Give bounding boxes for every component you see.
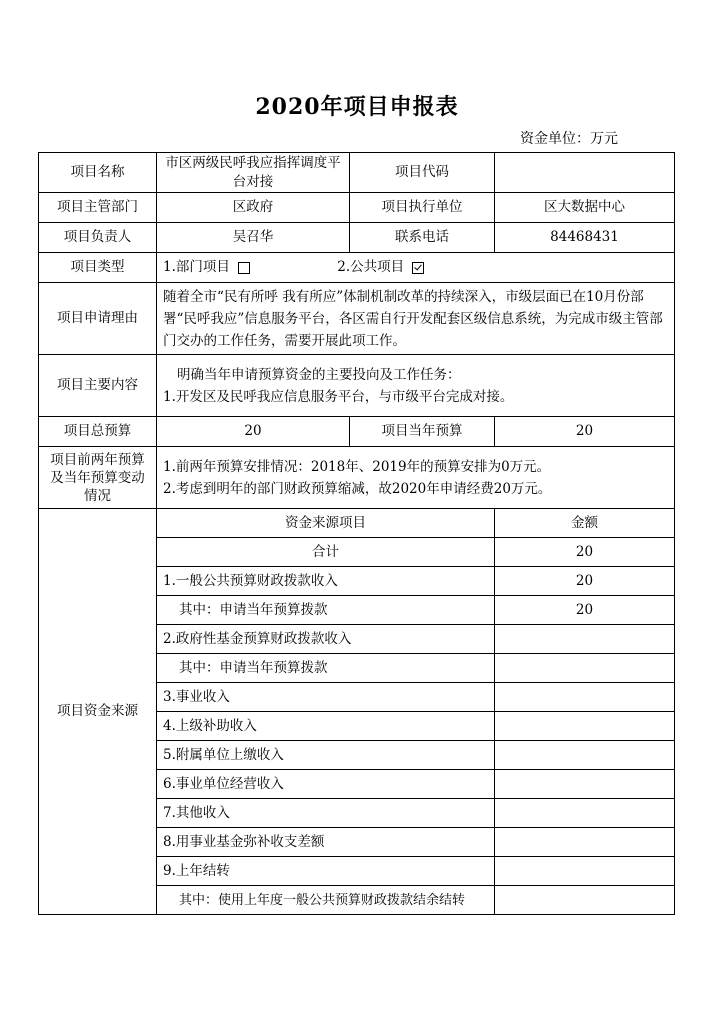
exec-unit-label: 项目执行单位 — [350, 193, 495, 223]
funds-row-amount — [495, 886, 675, 915]
funds-header-amount: 金额 — [495, 509, 675, 538]
funds-row-amount — [495, 857, 675, 886]
funds-header-item: 资金来源项目 — [157, 509, 495, 538]
reason-text: 随着全市“民有所呼 我有所应”体制机制改革的持续深入，市级层面已在10月份部署“民呼我应”信息服务平台，各区需自行开发配套区级信息系统，为完成市级主管部门交办的工作任务，需要开展此项工作。 — [157, 283, 675, 355]
funds-row-amount — [495, 828, 675, 857]
funds-row-label: 5.附属单位上缴收入 — [157, 741, 495, 770]
funds-row-label: 4.上级补助收入 — [157, 712, 495, 741]
total-budget-label: 项目总预算 — [39, 417, 157, 447]
content-line-1: 明确当年申请预算资金的主要投向及工作任务： — [177, 366, 461, 383]
currency-unit: 资金单位：万元 — [520, 131, 618, 147]
funds-row-label: 3.事业收入 — [157, 683, 495, 712]
phone-label: 联系电话 — [350, 223, 495, 253]
funds-row-label: 2.政府性基金预算财政拨款收入 — [157, 625, 495, 654]
funds-row-label: 1.一般公共预算财政拨款收入 — [157, 567, 495, 596]
checked-box-icon[interactable] — [412, 262, 424, 274]
funds-row-amount — [495, 770, 675, 799]
funds-row-amount — [495, 654, 675, 683]
funds-row-label: 其中：申请当年预算拨款 — [157, 654, 495, 683]
funds-row-amount: 20 — [495, 538, 675, 567]
funds-row-amount — [495, 683, 675, 712]
phone-value: 84468431 — [495, 223, 675, 253]
funds-row-label: 9.上年结转 — [157, 857, 495, 886]
funds-row-amount — [495, 625, 675, 654]
funds-row-label: 合计 — [157, 538, 495, 567]
year-budget-label: 项目当年预算 — [350, 417, 495, 447]
funds-row-label: 8.用事业基金弥补收支差额 — [157, 828, 495, 857]
project-code-label: 项目代码 — [350, 153, 495, 193]
change-line-1: 1.前两年预算安排情况：2018年、2019年的预算安排为0万元。 — [163, 458, 551, 475]
funds-row-label: 7.其他收入 — [157, 799, 495, 828]
type-option-dept: 1.部门项目 — [163, 259, 230, 275]
application-form-table — [38, 152, 675, 915]
leader-value: 吴召华 — [157, 223, 350, 253]
funds-row-label: 6.事业单位经营收入 — [157, 770, 495, 799]
content-line-2: 1.开发区及民呼我应信息服务平台，与市级平台完成对接。 — [163, 388, 514, 405]
type-options — [157, 253, 675, 283]
content-text — [157, 355, 675, 417]
total-budget-value: 20 — [157, 417, 350, 447]
change-text — [157, 447, 675, 509]
page-title: 2020年项目申报表 — [255, 94, 459, 120]
year-budget-value: 20 — [495, 417, 675, 447]
funds-row-amount — [495, 712, 675, 741]
dept-label: 项目主管部门 — [39, 193, 157, 223]
exec-unit-value: 区大数据中心 — [495, 193, 675, 223]
funds-label: 项目资金来源 — [39, 509, 157, 915]
type-label: 项目类型 — [39, 253, 157, 283]
leader-label: 项目负责人 — [39, 223, 157, 253]
content-label: 项目主要内容 — [39, 355, 157, 417]
project-name-label: 项目名称 — [39, 153, 157, 193]
change-line-2: 2.考虑到明年的部门财政预算缩减，故2020年申请经费20万元。 — [163, 480, 552, 497]
type-option-public: 2.公共项目 — [337, 259, 405, 275]
change-label: 项目前两年预算及当年预算变动情况 — [39, 447, 157, 509]
reason-label: 项目申请理由 — [39, 283, 157, 355]
funds-row-label: 其中：申请当年预算拨款 — [157, 596, 495, 625]
project-name-value: 市区两级民呼我应指挥调度平台对接 — [157, 153, 350, 193]
project-code-value — [495, 153, 675, 193]
funds-row-amount — [495, 799, 675, 828]
funds-row-amount: 20 — [495, 596, 675, 625]
funds-row-amount: 20 — [495, 567, 675, 596]
funds-row-amount — [495, 741, 675, 770]
funds-row-label: 其中：使用上年度一般公共预算财政拨款结余结转 — [157, 886, 495, 915]
unchecked-box-icon[interactable] — [238, 262, 250, 274]
dept-value: 区政府 — [157, 193, 350, 223]
